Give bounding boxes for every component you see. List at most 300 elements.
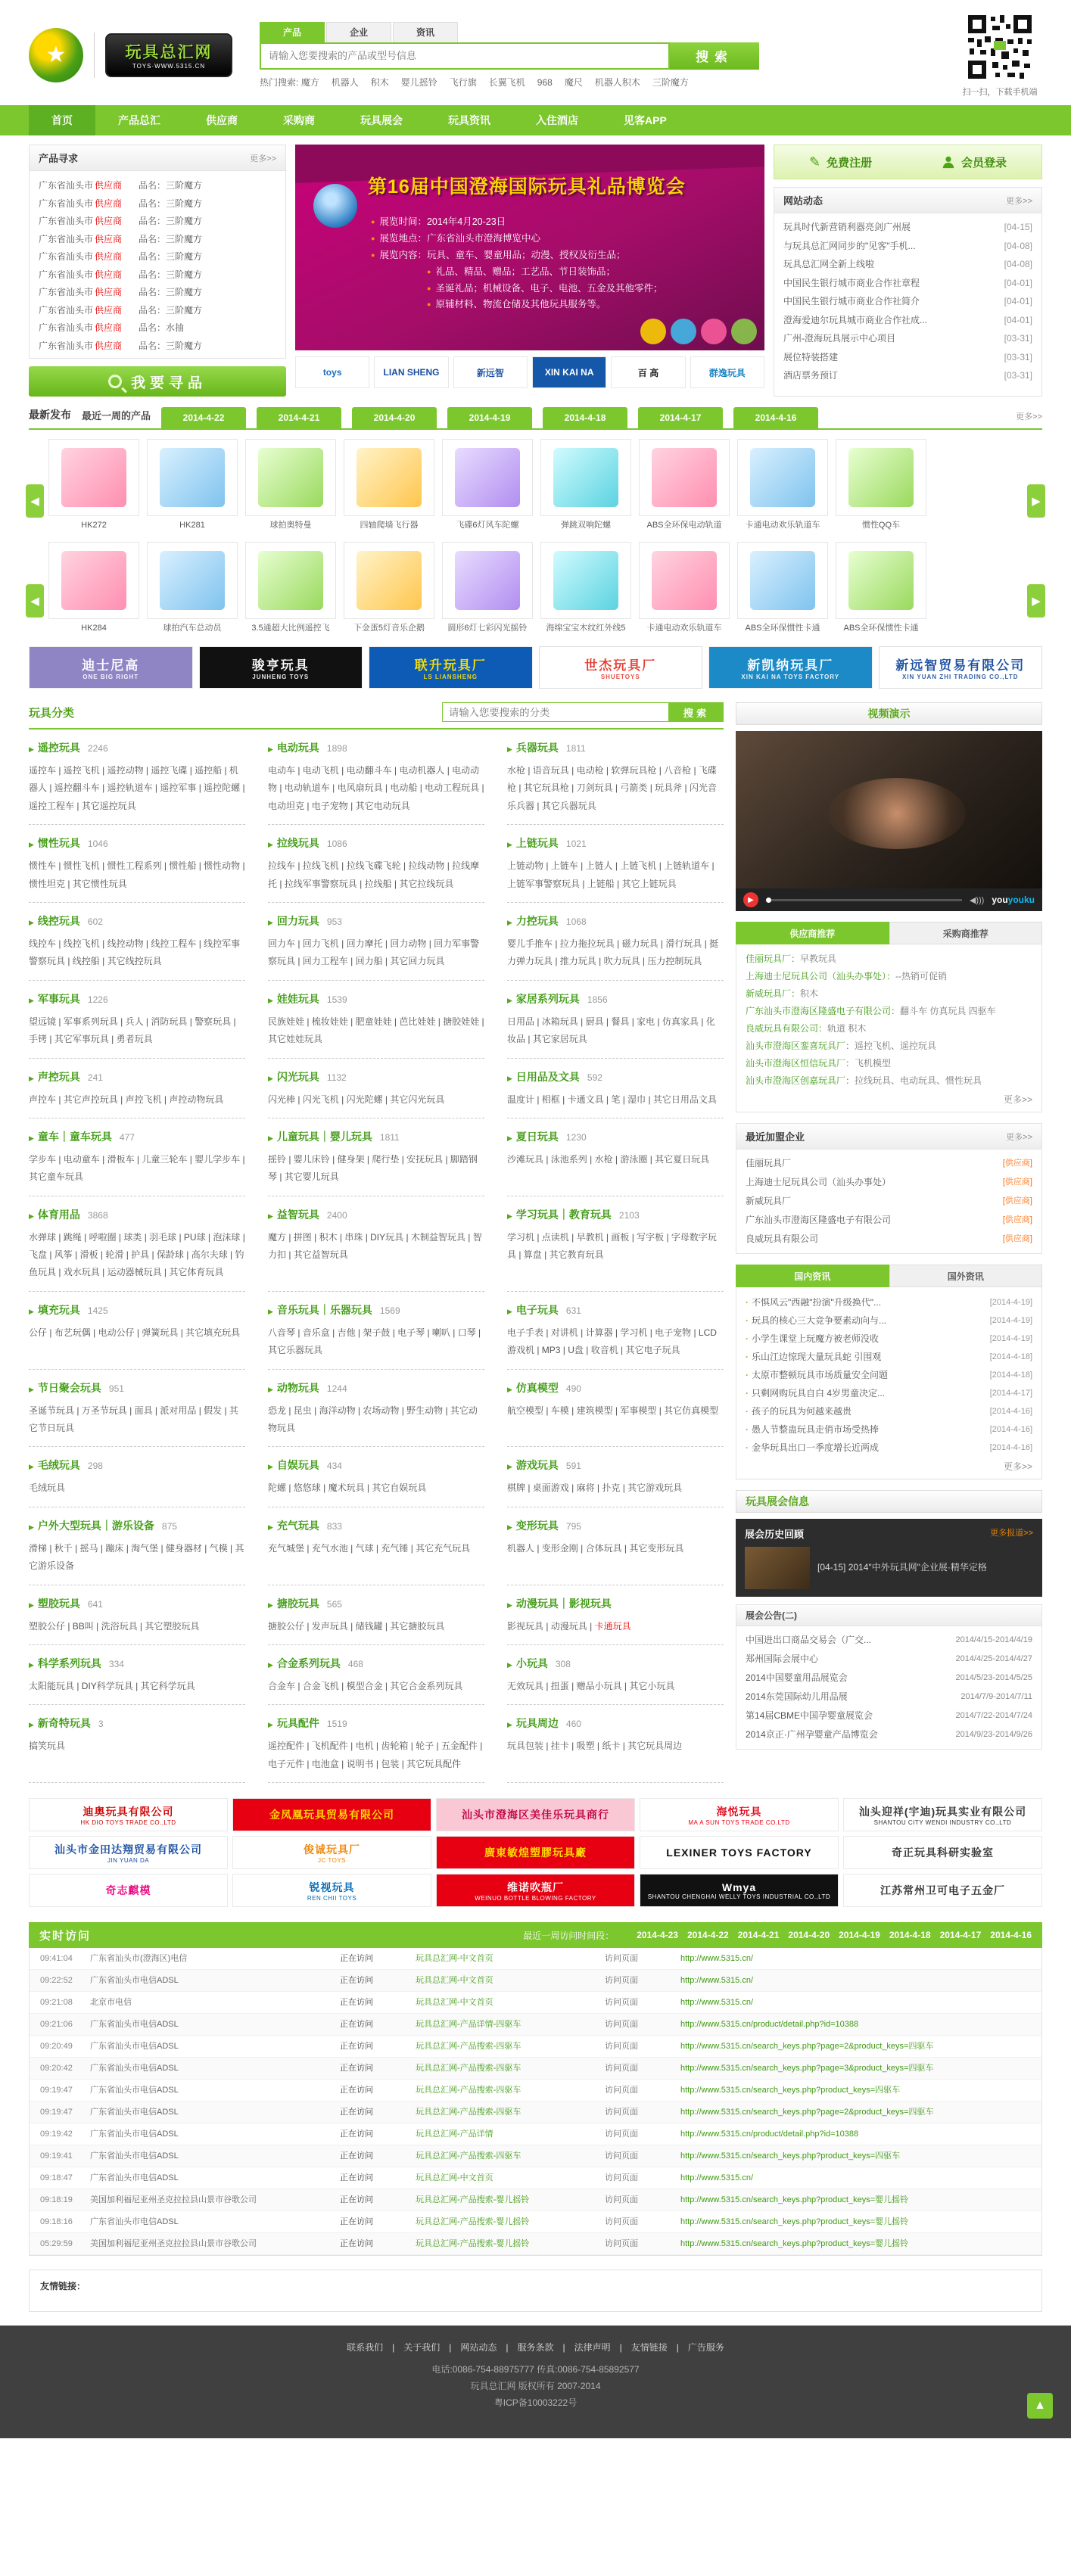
partner-logo[interactable]: XIN KAI NA — [532, 356, 606, 388]
footer-link-关于我们[interactable]: 关于我们 — [403, 2342, 441, 2354]
visit-url-link[interactable]: http://www.5315.cn/product/detail.php?id=10388 — [680, 2130, 859, 2139]
product-card[interactable] — [245, 542, 336, 637]
category-subcategories[interactable]: 日用品 | 冰箱玩具 | 厨具 | 餐具 | 家电 | 仿真家具 | 化妆品 | 其它家居玩具 — [507, 1016, 715, 1045]
category-title-link[interactable] — [268, 835, 484, 851]
expo-item[interactable] — [746, 1688, 1032, 1706]
visit-url-link[interactable]: http://www.5315.cn/ — [680, 1976, 753, 1986]
site-news-more-link[interactable]: 更多>> — [1006, 196, 1032, 206]
category-name: 体育用品 — [37, 1208, 80, 1221]
search-tab-企业[interactable]: 企业 — [326, 22, 391, 42]
category-title-link[interactable] — [29, 1596, 245, 1611]
visit-date-tab-2014-4-16[interactable]: 2014-4-16 — [990, 1930, 1032, 1941]
category-subcategories[interactable]: 摇铃 | 婴儿床铃 | 健身架 | 爬行垫 | 安抚玩具 | 脚踏钢琴 | 其它婴儿玩具 — [268, 1153, 478, 1183]
category-count: 468 — [347, 1658, 363, 1669]
partner-logo[interactable]: toys — [295, 356, 369, 388]
hot-keyword-link[interactable]: 魔方 — [300, 76, 319, 88]
visit-page-link[interactable]: 玩具总汇网-产品搜索-四驱车 — [416, 2086, 521, 2095]
visit-page-link[interactable]: 玩具总汇网-产品详情 — [416, 2130, 493, 2139]
visit-url-link[interactable]: http://www.5315.cn/search_keys.php?product_keys=四驱车 — [680, 2086, 901, 2095]
brand-name-en: ONE BIG RIGHT — [83, 674, 139, 680]
category-subcategories[interactable]: 无效玩具 | 扭蛋 | 赠品小玩具 | 其它小玩具 — [507, 1680, 675, 1691]
seek-list-item[interactable] — [39, 195, 276, 213]
site-news-item[interactable] — [774, 329, 1041, 348]
advertiser-logo[interactable] — [232, 1798, 431, 1831]
category-search-button[interactable]: 搜索 — [669, 702, 724, 722]
category-title-link[interactable] — [29, 1069, 245, 1084]
industry-news-item[interactable] — [746, 1420, 1032, 1439]
play-icon[interactable]: ▶ — [743, 892, 758, 907]
advertiser-logo[interactable] — [843, 1836, 1042, 1869]
category-subcategories[interactable]: 充气城堡 | 充气水池 | 气球 | 充气锤 | 其它充气玩具 — [268, 1542, 471, 1554]
category-title-link[interactable] — [29, 913, 245, 929]
category-title-link[interactable] — [268, 1302, 484, 1318]
category-title-link[interactable] — [29, 1302, 245, 1318]
visit-date-tab-2014-4-22[interactable]: 2014-4-22 — [686, 1930, 729, 1941]
visit-url-link[interactable]: http://www.5315.cn/search_keys.php?product_keys=婴儿摇铃 — [680, 2195, 909, 2205]
category-subcategories[interactable]: 毛绒玩具 — [29, 1482, 66, 1494]
advertiser-logo[interactable] — [436, 1798, 635, 1831]
advertiser-name-en: SHANTOU CHENGHAI WELLY TOYS INDUSTRIAL CO.,LTD — [647, 1893, 831, 1900]
nav-item-玩具资讯[interactable]: 玩具资讯 — [448, 114, 490, 126]
seek-list-item[interactable] — [39, 284, 276, 302]
visit-page-link[interactable]: 玩具总汇网-产品搜索-婴儿摇铃 — [416, 2239, 530, 2249]
footer-link-法律声明[interactable]: 法律声明 — [574, 2342, 611, 2354]
industry-news-item[interactable] — [746, 1402, 1032, 1420]
hot-keyword-link[interactable]: 机器人 — [331, 76, 359, 88]
category-subcategories[interactable]: 塑胶公仔 | BB叫 | 洗浴玩具 | 其它塑胶玩具 — [29, 1620, 200, 1632]
seek-list-item[interactable] — [39, 302, 276, 320]
product-card[interactable] — [737, 542, 828, 637]
product-card[interactable] — [639, 542, 730, 637]
industry-news-item[interactable] — [746, 1311, 1032, 1330]
product-card[interactable] — [344, 439, 434, 534]
visit-url-link[interactable]: http://www.5315.cn/product/detail.php?id=10388 — [680, 2020, 859, 2030]
footer-link-联系我们[interactable]: 联系我们 — [347, 2342, 384, 2354]
visit-url-link[interactable]: http://www.5315.cn/search_keys.php?product_keys=婴儿摇铃 — [680, 2217, 909, 2227]
carousel-prev-button[interactable]: ◀ — [26, 484, 44, 518]
hot-keyword-link[interactable]: 机器人积木 — [594, 76, 640, 88]
brand-banner[interactable] — [29, 646, 193, 689]
visit-page-link[interactable]: 玩具总汇网-中文首页 — [416, 1954, 493, 1964]
visit-url-link[interactable]: http://www.5315.cn/ — [680, 1998, 753, 2008]
advertiser-logo[interactable] — [29, 1874, 228, 1907]
industry-news-tab-国外资讯[interactable]: 国外资讯 — [889, 1265, 1043, 1287]
category-block — [29, 1370, 245, 1448]
search-button[interactable]: 搜索 — [670, 42, 759, 70]
visit-page-link[interactable]: 玩具总汇网-产品搜索-婴儿摇铃 — [416, 2195, 530, 2205]
nav-item-采购商[interactable]: 采购商 — [283, 114, 315, 126]
site-news-item[interactable] — [774, 218, 1041, 237]
visit-date-tab-2014-4-17[interactable]: 2014-4-17 — [939, 1930, 982, 1941]
category-subcategories[interactable]: 航空模型 | 车模 | 建筑模型 | 军事模型 | 其它仿真模型 — [507, 1405, 719, 1416]
advertiser-logo[interactable] — [843, 1798, 1042, 1831]
site-news-item[interactable] — [774, 292, 1041, 311]
joined-company-item[interactable] — [746, 1211, 1032, 1230]
recommend-item[interactable] — [746, 1072, 1032, 1090]
carousel-next-button[interactable]: ▶ — [1027, 484, 1045, 518]
nav-item-玩具展会[interactable]: 玩具展会 — [360, 114, 403, 126]
site-news-item[interactable] — [774, 348, 1041, 367]
category-subcategories[interactable]: 拉线车 | 拉线飞机 | 拉线飞碟飞轮 | 拉线动物 | 拉线摩托 | 拉线军事警察玩具 | 拉线船 | 其它拉线玩具 — [268, 860, 480, 889]
seek-list-item[interactable] — [39, 231, 276, 249]
category-subcategories[interactable]: 沙滩玩具 | 泳池系列 | 水枪 | 游泳圈 | 其它夏日玩具 — [507, 1153, 710, 1165]
seek-location: 广东省汕头市 — [39, 180, 94, 191]
advertiser-logo[interactable] — [29, 1798, 228, 1831]
category-subcategories[interactable]: 惯性车 | 惯性飞机 | 惯性工程系列 | 惯性船 | 惯性动物 | 惯性坦克 | 其它惯性玩具 — [29, 860, 245, 889]
category-subcategories[interactable]: 遥控配件 | 飞机配件 | 电机 | 齿轮箱 | 轮子 | 五金配件 | 电子元件 | 电池盒 | 说明书 | 包装 | 其它玩具配件 — [268, 1741, 483, 1769]
category-title-link[interactable] — [507, 1380, 724, 1395]
category-subcategories[interactable]: 望远镜 | 军事系列玩具 | 兵人 | 消防玩具 | 警察玩具 | 手铐 | 其它军事玩具 | 勇者玩具 — [29, 1016, 236, 1045]
nav-item-产品总汇[interactable]: 产品总汇 — [118, 114, 160, 126]
joined-company-item[interactable] — [746, 1192, 1032, 1211]
site-news-item[interactable] — [774, 274, 1041, 293]
category-title-link[interactable] — [268, 1207, 484, 1222]
partner-logo[interactable]: 新远智 — [453, 356, 528, 388]
industry-news-item[interactable] — [746, 1293, 1032, 1311]
category-subcategories[interactable]: 学步车 | 电动童车 | 滑板车 | 儿童三轮车 | 婴儿学步车 | 其它童车玩具 — [29, 1153, 245, 1183]
expo-banner[interactable] — [295, 145, 764, 350]
recommend-item[interactable] — [746, 1038, 1032, 1055]
category-subcategories[interactable]: 影视玩具 | 动漫玩具 | 卡通玩具 — [507, 1620, 631, 1632]
category-subcategories[interactable]: 线控车 | 线控飞机 | 线控动物 | 线控工程车 | 线控军事警察玩具 | 线控船 | 其它线控玩具 — [29, 938, 241, 967]
category-subcategories[interactable]: 声控车 | 其它声控玩具 | 声控飞机 | 声控动物玩具 — [29, 1094, 224, 1105]
visit-url-link[interactable]: http://www.5315.cn/search_keys.php?product_keys=四驱车 — [680, 2151, 901, 2161]
visit-page-link[interactable]: 玩具总汇网-产品搜索-四驱车 — [416, 2042, 521, 2052]
account-bar — [774, 145, 1042, 179]
expo-item[interactable] — [746, 1725, 1032, 1744]
advertiser-logo[interactable] — [640, 1798, 839, 1831]
visit-page-link[interactable]: 玩具总汇网-中文首页 — [416, 2173, 493, 2183]
industry-news-tab-国内资讯[interactable]: 国内资讯 — [736, 1265, 889, 1287]
category-title-link[interactable] — [507, 913, 724, 929]
joined-more-link[interactable]: 更多>> — [1006, 1132, 1032, 1142]
advertiser-logo[interactable] — [843, 1874, 1042, 1907]
partner-logo[interactable]: LIAN SHENG — [374, 356, 448, 388]
product-seek-more-link[interactable]: 更多>> — [250, 154, 276, 163]
category-subcategories[interactable]: 温度计 | 相框 | 卡通文具 | 笔 | 湿巾 | 其它日用品文具 — [507, 1094, 717, 1105]
category-subcategories[interactable]: 水弹球 | 跳绳 | 呼啦圈 | 球类 | 羽毛球 | PU球 | 泡沫球 | 飞盘 | 风筝 | 滑板 | 轮滑 | 护具 | 保龄球 | 高尔夫球 | 钓鱼玩具 | 戏水玩具 | 运动器械玩具 | 其它体育玩具 — [29, 1231, 245, 1278]
visit-page-link[interactable]: 玩具总汇网-产品搜索-婴儿摇铃 — [416, 2217, 530, 2227]
category-title-link[interactable] — [268, 1129, 484, 1144]
category-subcategories[interactable]: 玩具包装 | 挂卡 | 吸塑 | 纸卡 | 其它玩具周边 — [507, 1741, 683, 1752]
date-tab-2014-4-20[interactable]: 2014-4-20 — [352, 407, 437, 428]
category-subcategories[interactable]: 圣诞节玩具 | 万圣节玩具 | 面具 | 派对用品 | 假发 | 其它节日玩具 — [29, 1405, 238, 1434]
product-card[interactable] — [737, 439, 828, 534]
category-title-link[interactable] — [268, 1458, 484, 1473]
site-news-item[interactable] — [774, 255, 1041, 274]
category-title-link[interactable] — [268, 913, 484, 929]
category-title-link[interactable] — [29, 1458, 245, 1473]
expo-dates: 2014/9/23-2014/9/26 — [955, 1730, 1032, 1739]
visit-page-link[interactable]: 玩具总汇网-产品详情-四驱车 — [416, 2020, 521, 2030]
product-name: HK281 — [179, 521, 205, 530]
advertiser-logo[interactable] — [436, 1874, 635, 1907]
expo-item[interactable] — [746, 1706, 1032, 1725]
advertiser-logo[interactable] — [232, 1874, 431, 1907]
date-tab-2014-4-21[interactable]: 2014-4-21 — [257, 407, 341, 428]
date-tab-2014-4-18[interactable]: 2014-4-18 — [543, 407, 627, 428]
brand-banner[interactable] — [879, 646, 1043, 689]
nav-item-见客APP[interactable]: 见客APP — [624, 114, 667, 126]
brand-name-en: XIN YUAN ZHI TRADING CO.,LTD — [902, 674, 1019, 680]
category-title-link[interactable] — [507, 1302, 724, 1318]
site-news-item[interactable] — [774, 237, 1041, 256]
partner-logo[interactable]: 群逸玩具 — [690, 356, 764, 388]
visit-page-link[interactable]: 玩具总汇网-产品搜索-四驱车 — [416, 2151, 521, 2161]
nav-item-首页[interactable]: 首页 — [29, 105, 95, 135]
category-subcategories[interactable]: 滑梯 | 秋千 | 摇马 | 蹦床 | 淘气堡 | 健身器材 | 气模 | 其它游乐设备 — [29, 1542, 244, 1572]
product-card[interactable] — [344, 542, 434, 637]
footer-link-网站动态[interactable]: 网站动态 — [460, 2342, 497, 2354]
recommend-tab-供应商推荐[interactable]: 供应商推荐 — [736, 922, 889, 944]
site-logo[interactable] — [105, 33, 232, 77]
recommend-more-link[interactable]: 更多>> — [1003, 1094, 1032, 1105]
recommend-item[interactable] — [746, 985, 1032, 1003]
advertiser-logo[interactable] — [436, 1836, 635, 1869]
brand-banner[interactable] — [539, 646, 703, 689]
hot-keyword-link[interactable]: 三阶魔方 — [652, 76, 689, 88]
category-title-link[interactable] — [507, 1069, 724, 1084]
category-title-link[interactable] — [29, 1518, 245, 1533]
industry-news-item[interactable] — [746, 1439, 1032, 1457]
visit-url-link[interactable]: http://www.5315.cn/search_keys.php?page=2&product_keys=四驱车 — [680, 2108, 934, 2117]
visit-url-link[interactable]: http://www.5315.cn/search_keys.php?page=2&product_keys=四驱车 — [680, 2042, 934, 2052]
category-subcategories[interactable]: 陀螺 | 悠悠球 | 魔术玩具 | 其它自娱玩具 — [268, 1482, 427, 1494]
category-subcategories[interactable]: 水枪 | 语音玩具 | 电动枪 | 软弹玩具枪 | 八音枪 | 飞碟枪 | 其它玩具枪 | 刀剑玩具 | 弓箭类 | 玩具斧 | 闪光音乐兵器 | 其它兵器玩具 — [507, 765, 717, 811]
visit-date-tab-2014-4-18[interactable]: 2014-4-18 — [889, 1930, 931, 1941]
industry-news-more-link[interactable]: 更多>> — [1003, 1461, 1032, 1472]
visit-url-link[interactable]: http://www.5315.cn/search_keys.php?product_keys=婴儿摇铃 — [680, 2239, 909, 2249]
category-name: 惯性玩具 — [37, 837, 80, 850]
visit-date-tab-2014-4-23[interactable]: 2014-4-23 — [637, 1930, 678, 1941]
carousel-next-button-2[interactable]: ▶ — [1027, 584, 1045, 618]
seek-product-button[interactable]: 我要寻品 — [29, 366, 286, 397]
visit-url-link[interactable]: http://www.5315.cn/search_keys.php?page=3&product_keys=四驱车 — [680, 2064, 934, 2074]
seek-list-item[interactable] — [39, 319, 276, 338]
category-title-link[interactable] — [507, 1596, 724, 1611]
recommend-item[interactable] — [746, 950, 1032, 968]
category-title-link[interactable] — [507, 1518, 724, 1533]
brand-banner[interactable] — [708, 646, 873, 689]
footer-link-友情链接[interactable]: 友情链接 — [630, 2342, 668, 2354]
category-title-link[interactable] — [507, 835, 724, 851]
category-title-link[interactable] — [507, 1207, 724, 1222]
search-tab-产品[interactable]: 产品 — [260, 22, 325, 42]
hot-keyword-link[interactable]: 飞行旗 — [449, 76, 477, 88]
brand-banner[interactable] — [369, 646, 533, 689]
product-card[interactable] — [48, 439, 139, 534]
category-subcategories[interactable]: 电动车 | 电动飞机 | 电动翻斗车 | 电动机器人 | 电动动物 | 电动轨道车 | 电风扇玩具 | 电动船 | 电动工程玩具 | 电动坦克 | 电子宠物 | 其它电动玩具 — [268, 765, 484, 811]
recommend-tab-采购商推荐[interactable]: 采购商推荐 — [889, 922, 1043, 944]
visit-page-link[interactable]: 玩具总汇网-产品搜索-四驱车 — [416, 2064, 521, 2074]
banner-detail-line: ● 圣诞礼品；机械设备、电子、电池、五金及其他零件； — [371, 281, 662, 297]
product-card[interactable] — [639, 439, 730, 534]
visit-url-link[interactable]: http://www.5315.cn/ — [680, 2173, 753, 2183]
recommend-item[interactable] — [746, 1020, 1032, 1038]
category-subcategories[interactable]: 合金车 | 合金飞机 | 模型合金 | 其它合金系列玩具 — [268, 1680, 463, 1691]
category-subcategories[interactable]: 电子手表 | 对讲机 | 计算器 | 学习机 | 电子宠物 | LCD游戏机 | MP3 | U盘 | 收音机 | 其它电子玩具 — [507, 1327, 717, 1356]
search-input[interactable] — [260, 42, 670, 70]
category-title-link[interactable] — [507, 1458, 724, 1473]
category-title-link[interactable] — [507, 1129, 724, 1144]
category-title-link[interactable] — [507, 991, 724, 1006]
category-subcategories[interactable]: 公仔 | 布艺玩偶 | 电动公仔 | 弹簧玩具 | 其它填充玩具 — [29, 1327, 241, 1338]
category-name: 益智玩具 — [276, 1208, 319, 1221]
hot-keyword-link[interactable]: 婴儿摇铃 — [400, 76, 437, 88]
category-subcategories[interactable]: 太阳能玩具 | DIY科学玩具 | 其它科学玩具 — [29, 1680, 195, 1691]
product-card[interactable] — [48, 542, 139, 637]
seek-list-item[interactable] — [39, 266, 276, 285]
category-subcategories[interactable]: 民族娃娃 | 梳妆娃娃 | 肥童娃娃 | 芭比娃娃 | 搪胶娃娃 | 其它娃娃玩具 — [268, 1016, 484, 1045]
category-subcategories[interactable]: 学习机 | 点读机 | 早教机 | 画板 | 写字板 | 字母数字玩具 | 算盘 | 其它教育玩具 — [507, 1231, 717, 1261]
seek-list-item[interactable] — [39, 338, 276, 356]
product-card[interactable] — [540, 542, 631, 637]
product-card[interactable] — [836, 542, 926, 637]
category-subcategories[interactable]: 魔方 | 拼图 | 积木 | 串珠 | DIY玩具 | 木制益智玩具 | 智力扣 | 其它益智玩具 — [268, 1231, 482, 1261]
product-card[interactable] — [147, 439, 238, 534]
nav-item-供应商[interactable]: 供应商 — [206, 114, 238, 126]
search-tab-资讯[interactable]: 资讯 — [393, 22, 458, 42]
recommend-item[interactable] — [746, 1055, 1032, 1072]
product-card[interactable] — [540, 439, 631, 534]
footer-link-服务条款[interactable]: 服务条款 — [517, 2342, 554, 2354]
advertiser-logo[interactable] — [640, 1874, 839, 1907]
category-hot-link[interactable]: 卡通玩具 — [594, 1620, 631, 1632]
partner-logo[interactable]: 百 高 — [611, 356, 685, 388]
category-title-link[interactable] — [29, 1380, 245, 1395]
hot-keyword-link[interactable]: 长翼飞机 — [488, 76, 525, 88]
category-title-link[interactable] — [268, 1656, 484, 1671]
product-card[interactable] — [147, 542, 238, 637]
product-thumbnail — [61, 448, 126, 507]
volume-icon[interactable]: ◀))) — [969, 895, 985, 905]
category-title-link[interactable] — [268, 991, 484, 1006]
joined-company-item[interactable] — [746, 1154, 1032, 1173]
advertiser-logo[interactable] — [640, 1836, 839, 1869]
date-tab-2014-4-19[interactable]: 2014-4-19 — [447, 407, 532, 428]
category-block — [507, 1447, 724, 1507]
visit-page-link[interactable]: 玩具总汇网-中文首页 — [416, 1998, 493, 2008]
expo-name: 2014京正·广州孕婴童产品博览会 — [746, 1729, 878, 1740]
video-progress-bar[interactable] — [766, 899, 962, 901]
nav-item-入住酒店[interactable]: 入住酒店 — [536, 114, 578, 126]
category-search-input[interactable] — [442, 702, 669, 722]
category-title-link[interactable] — [268, 1716, 484, 1731]
category-title-link[interactable] — [29, 835, 245, 851]
category-title-link[interactable] — [268, 740, 484, 755]
category-count: 1046 — [87, 838, 108, 850]
visit-page-link[interactable]: 玩具总汇网-产品搜索-四驱车 — [416, 2108, 521, 2117]
expo-history-more-link[interactable]: 更多报道>> — [990, 1529, 1033, 1538]
expo-item[interactable] — [746, 1650, 1032, 1669]
category-title-link[interactable] — [507, 1716, 724, 1731]
joined-company-item[interactable] — [746, 1230, 1032, 1249]
expo-history-item[interactable]: [04-15] 2014"中外玩具网"企业展·精华定格 — [817, 1562, 987, 1573]
visit-page-link[interactable]: 玩具总汇网-中文首页 — [416, 1976, 493, 1986]
joined-company-item[interactable] — [746, 1173, 1032, 1192]
category-subcategories[interactable]: 上链动物 | 上链车 | 上链人 | 上链飞机 | 上链轨道车 | 上链军事警察玩具 | 上链船 | 其它上链玩具 — [507, 860, 715, 889]
seek-list-item[interactable] — [39, 177, 276, 195]
date-tab-2014-4-22[interactable]: 2014-4-22 — [161, 407, 246, 428]
category-title-link[interactable] — [268, 1596, 484, 1611]
category-title-link[interactable] — [29, 740, 245, 755]
login-button[interactable]: 会员登录 — [942, 154, 1007, 170]
site-news-item[interactable] — [774, 311, 1041, 330]
friend-links-title: 友情链接： — [40, 2281, 86, 2292]
date-tab-2014-4-16[interactable]: 2014-4-16 — [733, 407, 818, 428]
category-title-link[interactable] — [507, 1656, 724, 1671]
expo-item[interactable] — [746, 1669, 1032, 1688]
category-subcategories[interactable]: 搞笑玩具 — [29, 1741, 66, 1752]
brand-banner-row — [29, 646, 1042, 689]
register-button[interactable]: ✎ 免费注册 — [808, 154, 873, 170]
visit-url-link[interactable]: http://www.5315.cn/ — [680, 1954, 753, 1964]
recommend-item[interactable] — [746, 968, 1032, 985]
industry-news-item[interactable] — [746, 1384, 1032, 1402]
category-title-link[interactable] — [268, 1518, 484, 1533]
category-subcategories[interactable]: 回力车 | 回力飞机 | 回力摩托 | 回力动物 | 回力军事警察玩具 | 回力工程车 | 回力船 | 其它回力玩具 — [268, 938, 480, 967]
category-subcategories[interactable]: 恐龙 | 昆虫 | 海洋动物 | 农场动物 | 野生动物 | 其它动物玩具 — [268, 1405, 478, 1434]
category-title-link[interactable] — [507, 740, 724, 755]
recommend-item[interactable] — [746, 1003, 1032, 1020]
category-subcategories[interactable]: 机器人 | 变形金刚 | 合体玩具 | 其它变形玩具 — [507, 1542, 684, 1554]
brand-banner[interactable] — [199, 646, 363, 689]
category-title-link[interactable] — [268, 1069, 484, 1084]
product-card[interactable] — [442, 439, 533, 534]
product-card[interactable] — [836, 439, 926, 534]
visit-date-tab-2014-4-21[interactable]: 2014-4-21 — [737, 1930, 780, 1941]
video-player[interactable] — [736, 731, 1042, 911]
category-name: 玩具周边 — [515, 1717, 559, 1730]
category-title-link[interactable] — [29, 1716, 245, 1731]
date-tab-2014-4-17[interactable]: 2014-4-17 — [638, 407, 723, 428]
industry-news-item[interactable] — [746, 1330, 1032, 1348]
hot-keyword-link[interactable]: 魔尺 — [564, 76, 583, 88]
category-subcategories[interactable]: 遥控车 | 遥控飞机 | 遥控动物 | 遥控飞碟 | 遥控船 | 机器人 | 遥控翻斗车 | 遥控轨道车 | 遥控军事 | 遥控陀螺 | 遥控工程车 | 其它遥控玩具 — [29, 765, 245, 811]
back-to-top-button[interactable]: ▲ — [1027, 2393, 1053, 2419]
footer-link-广告服务[interactable]: 广告服务 — [687, 2342, 724, 2354]
hot-keyword-link[interactable]: 968 — [537, 76, 553, 88]
category-title-link[interactable] — [29, 991, 245, 1006]
industry-news-item[interactable] — [746, 1348, 1032, 1366]
product-card[interactable] — [245, 439, 336, 534]
category-subcategories[interactable]: 棋牌 | 桌面游戏 | 麻将 | 扑克 | 其它游戏玩具 — [507, 1482, 683, 1494]
industry-news-item[interactable] — [746, 1366, 1032, 1384]
category-title-link[interactable] — [268, 1380, 484, 1395]
advertiser-logo[interactable] — [29, 1836, 228, 1869]
category-title-link[interactable] — [29, 1207, 245, 1222]
visit-location: 北京市电信 — [90, 1998, 132, 2008]
hot-keyword-link[interactable]: 积木 — [370, 76, 389, 88]
advertiser-logo[interactable] — [232, 1836, 431, 1869]
latest-more-link[interactable]: 更多>> — [1016, 412, 1042, 422]
category-subcategories[interactable]: 搪胶公仔 | 发声玩具 | 储钱罐 | 其它搪胶玩具 — [268, 1620, 445, 1632]
seek-list-item[interactable] — [39, 248, 276, 266]
expo-history-thumbnail[interactable] — [745, 1547, 810, 1589]
category-subcategories[interactable]: 婴儿手推车 | 拉力拖拉玩具 | 磁力玩具 | 滑行玩具 | 挺力弹力玩具 | 推力玩具 | 吹力玩具 | 压力控制玩具 — [507, 938, 719, 967]
expo-item[interactable] — [746, 1631, 1032, 1650]
category-subcategories[interactable]: 八音琴 | 音乐盒 | 吉他 | 架子鼓 | 电子琴 | 喇叭 | 口琴 | 其它乐器玩具 — [268, 1327, 481, 1356]
visit-date-tab-2014-4-19[interactable]: 2014-4-19 — [839, 1930, 880, 1941]
category-title-link[interactable] — [29, 1129, 245, 1144]
carousel-prev-button-2[interactable]: ◀ — [26, 584, 44, 618]
visit-date-tab-2014-4-20[interactable]: 2014-4-20 — [788, 1930, 830, 1941]
category-title-link[interactable] — [29, 1656, 245, 1671]
category-subcategories[interactable]: 闪光棒 | 闪光飞机 | 闪光陀螺 | 其它闪光玩具 — [268, 1094, 445, 1105]
seek-list-item[interactable] — [39, 213, 276, 231]
product-card[interactable] — [442, 542, 533, 637]
site-news-item[interactable] — [774, 366, 1041, 385]
